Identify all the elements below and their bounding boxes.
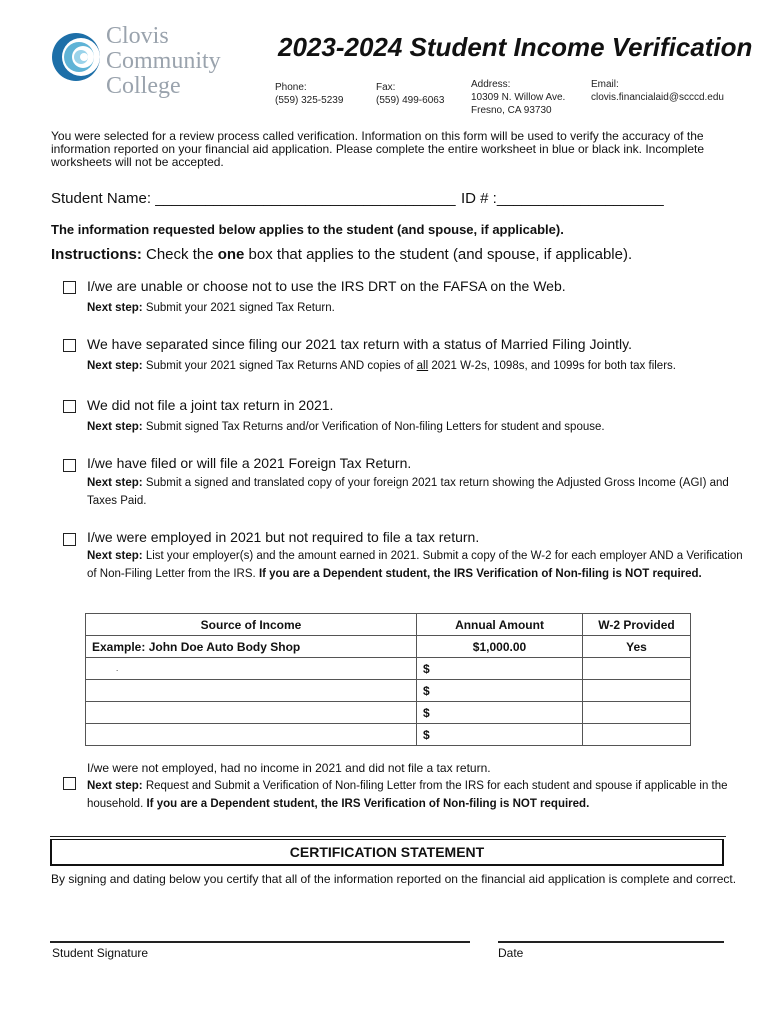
option-6-text: I/we were not employed, had no income in 2021 and did not file a tax return. bbox=[87, 761, 491, 775]
student-signature-label: Student Signature bbox=[52, 946, 149, 960]
option-5-step-bold: If you are a Dependent student, the IRS Verification of Non-filing is NOT required. bbox=[258, 568, 702, 580]
header-w2: W-2 Provided bbox=[583, 614, 691, 636]
next-step-label: Next step: bbox=[87, 550, 143, 562]
fax-label: Fax: bbox=[376, 82, 396, 93]
amount-cell[interactable] bbox=[417, 724, 583, 746]
option-4-checkbox[interactable] bbox=[63, 459, 76, 472]
w2-cell[interactable] bbox=[583, 724, 691, 746]
option-5-step bbox=[87, 547, 747, 583]
w2-cell[interactable] bbox=[583, 658, 691, 680]
option-6-step-text: Request and Submit a Verification of Non-filing Letter from the IRS for each student and spouse if applicable in the household. bbox=[87, 780, 728, 810]
dollar-sign: $ bbox=[423, 727, 430, 742]
contact-fax bbox=[376, 81, 444, 107]
contact-phone bbox=[275, 81, 343, 107]
source-cell[interactable] bbox=[86, 702, 417, 724]
logo-line-2: Community bbox=[106, 48, 221, 74]
next-step-label: Next step: bbox=[87, 477, 143, 489]
example-w2: Yes bbox=[583, 636, 691, 658]
student-id-field[interactable] bbox=[461, 190, 664, 207]
student-name-field[interactable] bbox=[51, 190, 456, 207]
header-amount: Annual Amount bbox=[417, 614, 583, 636]
address-line-2: Fresno, CA 93730 bbox=[471, 105, 552, 116]
dollar-sign: $ bbox=[423, 661, 430, 676]
source-cell[interactable] bbox=[86, 658, 417, 680]
option-2-checkbox[interactable] bbox=[63, 339, 76, 352]
fax-value: (559) 499-6063 bbox=[376, 95, 445, 106]
amount-cell[interactable] bbox=[417, 658, 583, 680]
option-2-step-pre: Submit your 2021 signed Tax Returns AND copies of bbox=[145, 360, 417, 372]
logo-swirl-icon bbox=[50, 28, 102, 86]
amount-cell[interactable] bbox=[417, 680, 583, 702]
option-5-step-text: List your employer(s) and the amount earned in 2021. Submit a copy of the W-2 for each employer AND a Verification of Non-Filing Letter from the IRS. bbox=[87, 550, 743, 580]
date-line[interactable] bbox=[498, 941, 724, 943]
certification-text: By signing and dating below you certify that all of the information reported on the financial aid application is complete and correct. bbox=[51, 872, 737, 886]
student-name-label: Student Name: bbox=[51, 190, 156, 207]
table-row bbox=[86, 680, 691, 702]
option-6-checkbox[interactable] bbox=[63, 777, 76, 790]
option-1-text: I/we are unable or choose not to use the IRS DRT on the FAFSA on the Web. bbox=[87, 278, 566, 294]
logo-line-1: Clovis bbox=[106, 23, 169, 49]
student-signature-line[interactable] bbox=[50, 941, 470, 943]
option-4-step bbox=[87, 474, 747, 510]
certification-rule bbox=[50, 836, 726, 837]
option-4-text: I/we have filed or will file a 2021 Foreign Tax Return. bbox=[87, 455, 412, 471]
page-title: 2023-2024 Student Income Verification bbox=[278, 32, 753, 62]
phone-value: (559) 325-5239 bbox=[275, 95, 344, 106]
instructions-pre: Check the bbox=[141, 246, 218, 263]
address-line-1: 10309 N. Willow Ave. bbox=[471, 92, 566, 103]
option-3-step bbox=[87, 418, 605, 436]
applies-note: The information requested below applies to the student (and spouse, if applicable). bbox=[51, 222, 564, 237]
option-6-step-bold: If you are a Dependent student, the IRS Verification of Non-filing is NOT required. bbox=[146, 798, 590, 810]
option-2-step-underline: all bbox=[416, 360, 429, 372]
w2-cell[interactable] bbox=[583, 680, 691, 702]
example-amount: $1,000.00 bbox=[417, 636, 583, 658]
option-1-step-text: Submit your 2021 signed Tax Return. bbox=[145, 302, 335, 314]
example-source: Example: John Doe Auto Body Shop bbox=[86, 636, 417, 658]
option-2-step-post: 2021 W-2s, 1098s, and 1099s for both tax filers. bbox=[428, 360, 676, 372]
college-logo bbox=[50, 24, 228, 112]
email-label: Email: bbox=[591, 79, 619, 90]
option-5-checkbox[interactable] bbox=[63, 533, 76, 546]
option-3-checkbox[interactable] bbox=[63, 400, 76, 413]
table-row bbox=[86, 658, 691, 680]
option-6-step bbox=[87, 777, 747, 813]
email-value: clovis.financialaid@scccd.edu bbox=[591, 92, 724, 103]
certification-heading: CERTIFICATION STATEMENT bbox=[50, 839, 724, 866]
source-cell[interactable] bbox=[86, 724, 417, 746]
option-2-text: We have separated since filing our 2021 tax return with a status of Married Filing Jointly. bbox=[87, 336, 632, 352]
student-name-line[interactable]: ____________________________________ bbox=[155, 190, 456, 207]
instructions-post: box that applies to the student (and spouse, if applicable). bbox=[244, 246, 633, 263]
w2-cell[interactable] bbox=[583, 702, 691, 724]
table-row bbox=[86, 724, 691, 746]
logo-wordmark bbox=[106, 24, 221, 99]
table-header-row bbox=[86, 614, 691, 636]
option-3-step-text: Submit signed Tax Returns and/or Verification of Non-filing Letters for student and spouse. bbox=[145, 421, 605, 433]
next-step-label: Next step: bbox=[87, 302, 143, 314]
instructions bbox=[51, 246, 632, 263]
next-step-label: Next step: bbox=[87, 421, 143, 433]
amount-cell[interactable] bbox=[417, 702, 583, 724]
example-row bbox=[86, 636, 691, 658]
option-5-text: I/we were employed in 2021 but not required to file a tax return. bbox=[87, 529, 480, 545]
address-label: Address: bbox=[471, 79, 511, 90]
next-step-label: Next step: bbox=[87, 360, 143, 372]
intro-paragraph: You were selected for a review process called verification. Information on this form will be used to verify the accuracy of the information reported on your financial aid application. Please complete the entire worksheet in blue or black ink. Incomplete worksheets will not be accepted. bbox=[51, 129, 705, 169]
option-1-checkbox[interactable] bbox=[63, 281, 76, 294]
option-1-step bbox=[87, 299, 335, 317]
contact-address bbox=[471, 78, 565, 117]
contact-email bbox=[591, 78, 724, 104]
table-row bbox=[86, 702, 691, 724]
header-source: Source of Income bbox=[86, 614, 417, 636]
instructions-emph: one bbox=[217, 246, 245, 263]
student-id-label: ID # : bbox=[461, 190, 497, 207]
dollar-sign: $ bbox=[423, 683, 430, 698]
dollar-sign: $ bbox=[423, 705, 430, 720]
option-4-step-text: Submit a signed and translated copy of your foreign 2021 tax return showing the Adjusted Gross Income (AGI) and Taxes Paid. bbox=[87, 477, 729, 507]
phone-label: Phone: bbox=[275, 82, 307, 93]
date-label: Date bbox=[498, 946, 524, 960]
student-id-line[interactable]: ____________________ bbox=[496, 190, 664, 207]
income-table bbox=[85, 613, 691, 746]
row-dot: . bbox=[116, 664, 119, 673]
source-cell[interactable] bbox=[86, 680, 417, 702]
instructions-label: Instructions: bbox=[51, 246, 142, 263]
next-step-label: Next step: bbox=[87, 780, 143, 792]
option-2-step bbox=[87, 357, 676, 375]
logo-line-3: College bbox=[106, 73, 181, 99]
option-3-text: We did not file a joint tax return in 2021. bbox=[87, 397, 334, 413]
